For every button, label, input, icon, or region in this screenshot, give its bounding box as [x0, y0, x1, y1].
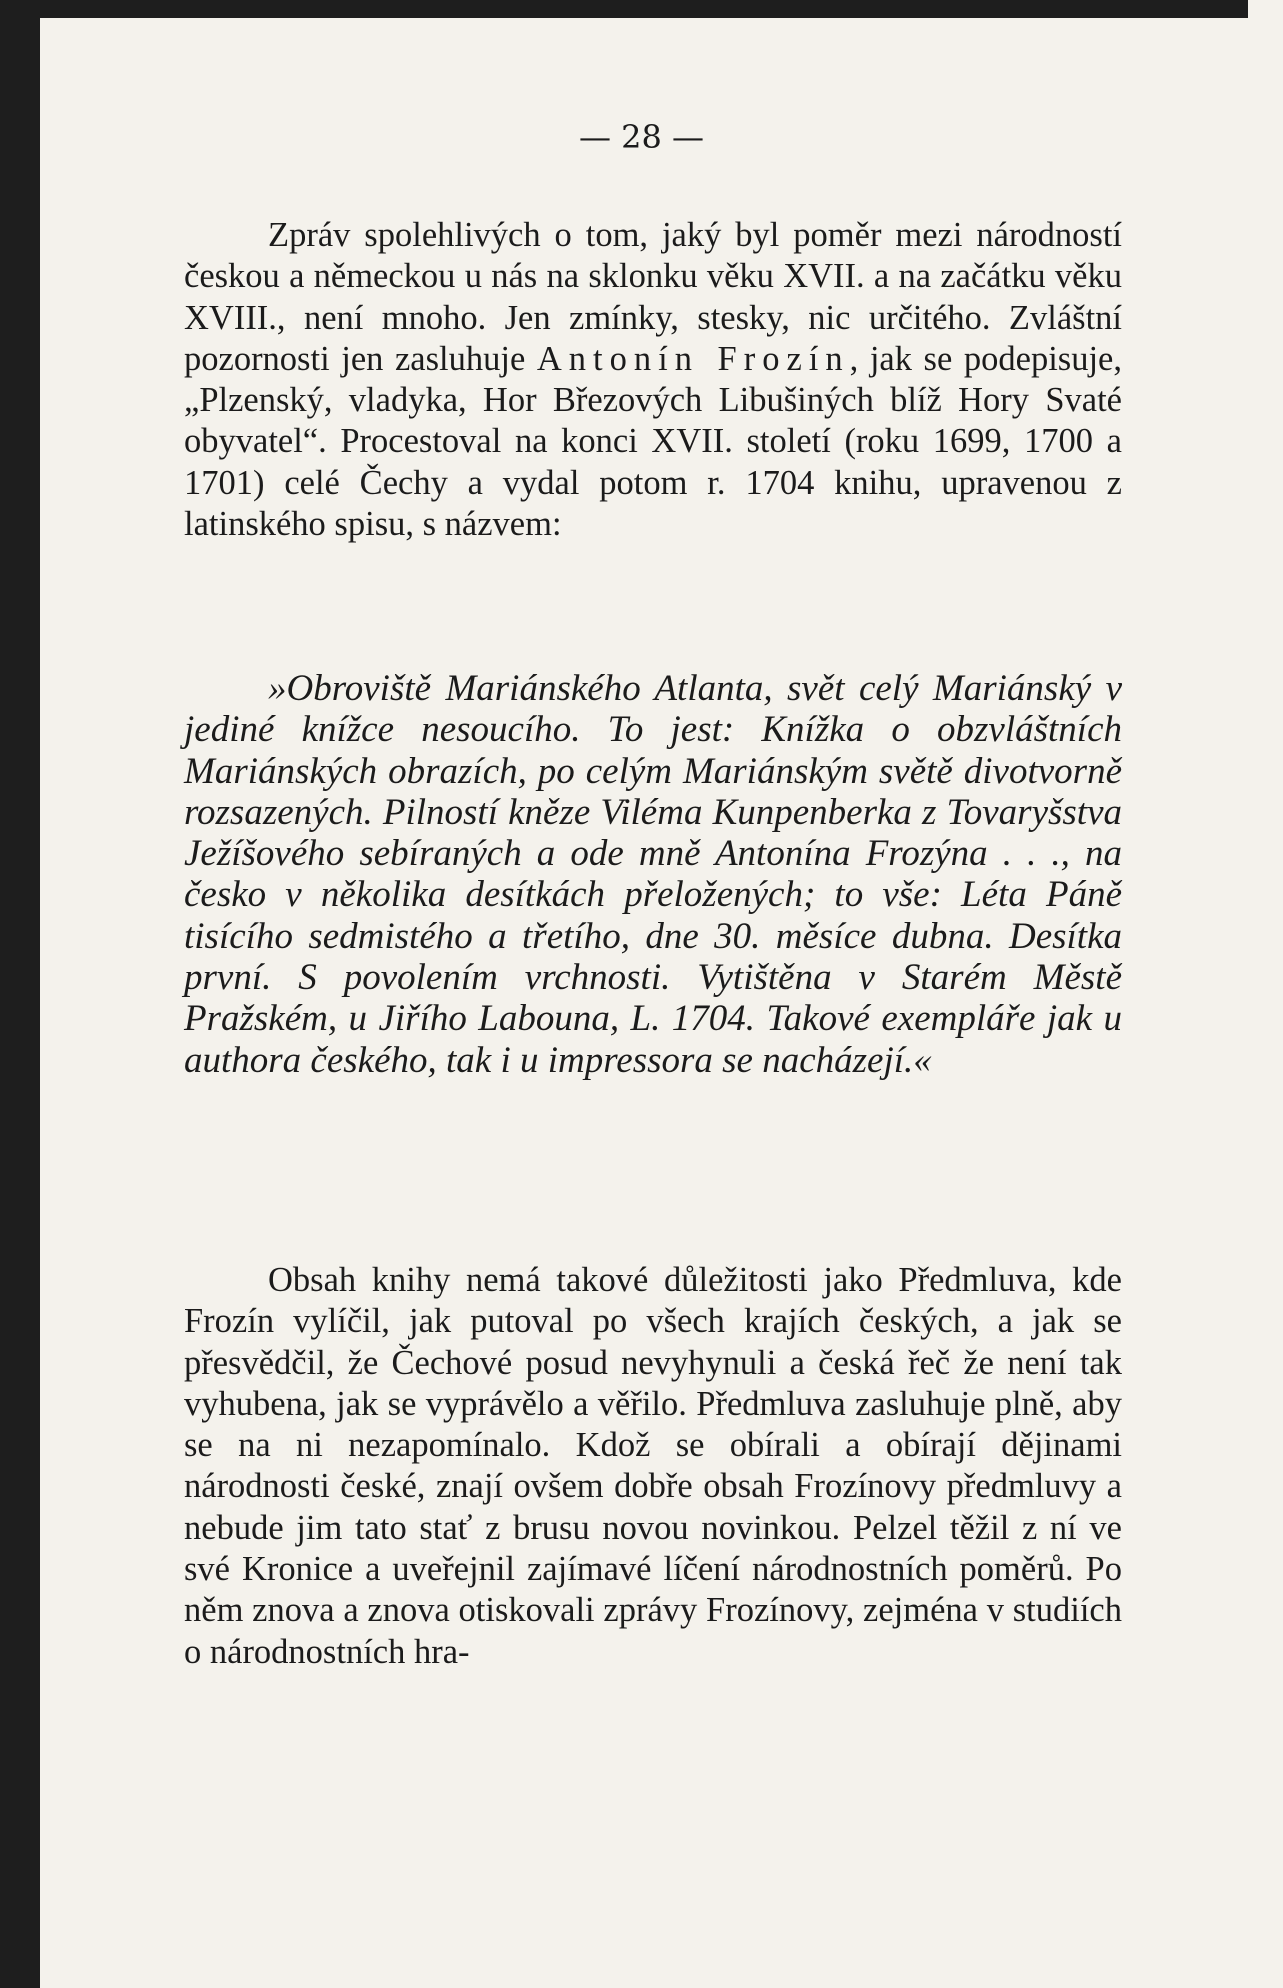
page-number: — 28 —: [578, 118, 705, 156]
book-title-quote: [184, 668, 1122, 1081]
paragraph-2: [184, 1260, 1122, 1673]
scan-top-edge: [0, 0, 1283, 18]
right-margin: [1248, 0, 1283, 1988]
paragraph-1-part-1: Zpráv spolehlivých o tom, jaký byl poměr mezi národností českou a německou u nás na sklonku věku XVII. a na začátku věku XVIII., není mnoho. Jen zmínky, stesky, nic určitého. Zvláštní pozornosti jen zasluhuje: [184, 216, 1122, 378]
quote-text: »Obroviště Mariánského Atlanta, svět celý Mariánský v jediné knížce nesoucího. To jest: Knížka o obzvláštních Mariánských obrazích, po celým Mariánským světě divotvorně rozsazených. Pilností kněze Viléma Kunpenberka z Tovaryšstva Ježíšového sebíraných a ode mně Antonína Frozýna . . ., na česko v několika desítkách přeložených; to vše: Léta Páně tisícího sedmistého a třetího, dne 30. měsíce dubna. Desítka první. S povolením vrchnosti. Vytištěna v Starém Městě Pražském, u Jiřího Labouna, L. 1704. Takové exempláře jak u authora českého, tak i u impressora se nacházejí.«: [184, 668, 1122, 1081]
paragraph-1: [184, 215, 1122, 545]
scan-left-edge: [0, 0, 40, 1988]
paragraph-1-part-2: , jak se podepisuje, „Plzenský, vladyka, Hor Březových Libušiných blíž Hory Svaté obyvatel“. Procestoval na konci XVII. století (roku 1699, 1700 a 1701) celé Čechy a vydal potom r. 1704 knihu, upravenou z latinského spisu, s názvem:: [184, 339, 1122, 544]
person-name: Antonín Frozín: [536, 339, 850, 378]
paragraph-2-text: Obsah knihy nemá takové důležitosti jako Předmluva, kde Frozín vylíčil, jak putoval po všech krajích českých, a jak se přesvědčil, že Čechové posud nevyhynuli a česká řeč že není tak vyhubena, jak se vyprávělo a věřilo. Předmluva zasluhuje plně, aby se na ni nezapomínalo. Kdož se obírali a obírají dějinami národnosti české, znají ovšem dobře obsah Frozínovy předmluvy a nebude jim tato stať z brusu novou novinkou. Pelzel těžil z ní ve své Kronice a uveřejnil zajímavé líčení národnostních poměrů. Po něm znova a znova otiskovali zprávy Frozínovy, zejména v studiích o národnostních hra-: [184, 1261, 1122, 1671]
